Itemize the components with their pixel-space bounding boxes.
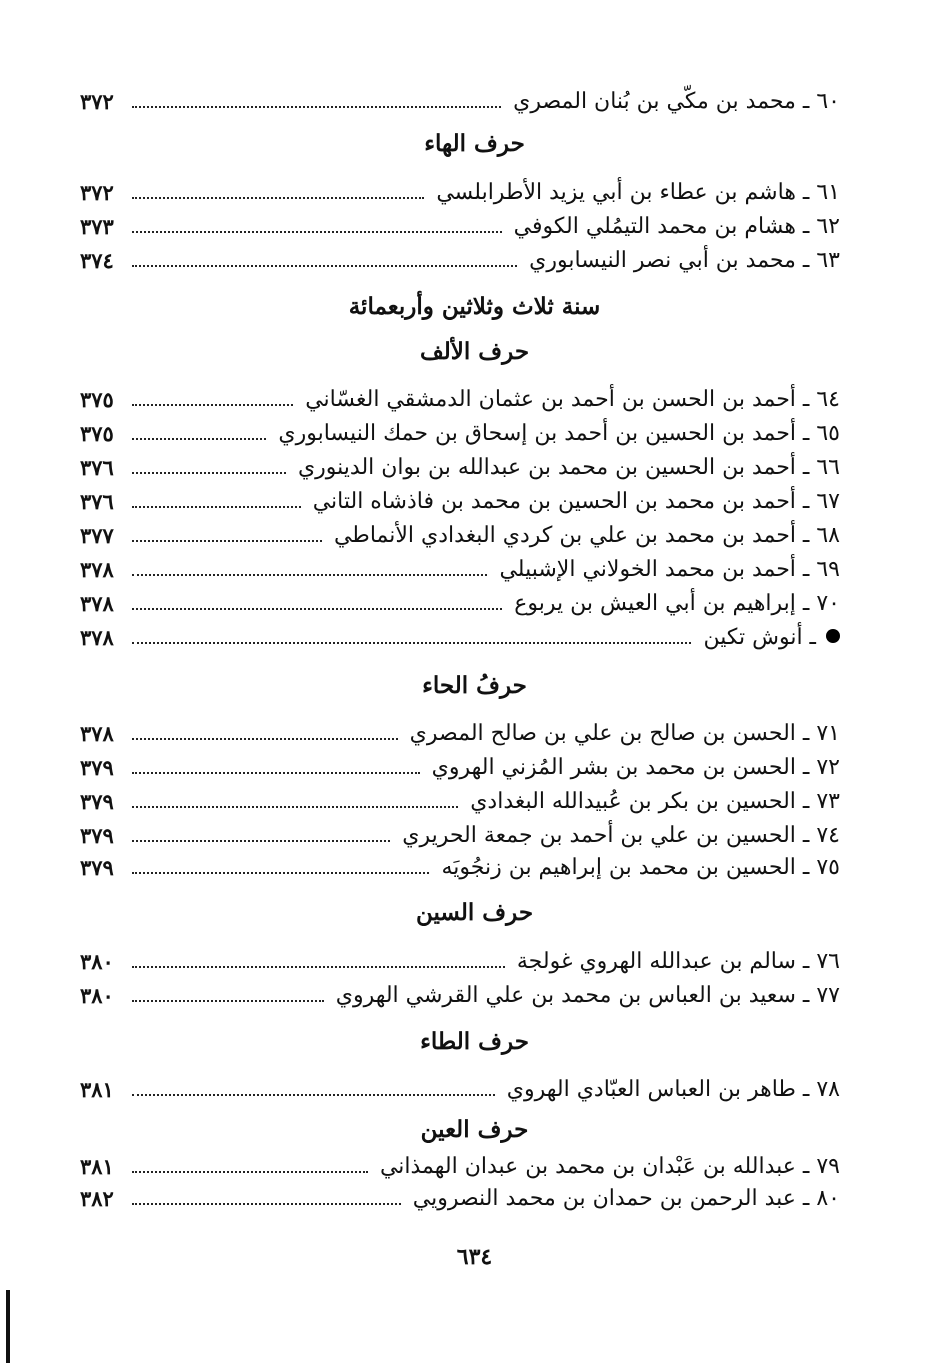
leader-dots [132,438,266,440]
section-heading: حرف الألف [419,338,530,365]
entry-title: ٧٧ ـ سعيد بن العباس بن محمد بن علي القرشي الهروي [335,983,840,1008]
index-entry [80,485,840,519]
leader-dots [132,738,398,740]
entry-page: ٣٧٩ [80,855,114,880]
section-heading: حرف الطاء [420,1028,529,1055]
entry-title: ٦٥ ـ أحمد بن الحسين بن أحمد بن إسحاق بن حمك النيسابوري [278,421,840,446]
section-heading: حرفُ الحاء [422,672,527,699]
bullet-icon [826,629,840,643]
entry-page: ٣٧٦ [80,489,114,514]
index-entry [80,176,840,210]
scan-edge-line [6,1290,10,1363]
index-entry [80,751,840,785]
entry-title: ٧٠ ـ إبراهيم بن أبي العيش بن يربوع [514,591,840,616]
leader-dots [132,642,691,644]
leader-dots [132,840,390,842]
entry-page: ٣٧٢ [80,180,114,205]
entry-title: ٦٠ ـ محمد بن مكّي بن بُنان المصري [513,89,840,114]
index-entry [80,717,840,751]
entry-title: ٧١ ـ الحسن بن صالح بن علي بن صالح المصري [409,721,840,746]
leader-dots [132,608,502,610]
entry-title: ٧٨ ـ طاهر بن العباس العبّادي الهروي [506,1077,840,1102]
index-entry [80,587,840,621]
entry-page: ٣٨١ [80,1154,114,1179]
entry-page: ٣٧٢ [80,89,114,114]
entry-title: ٦٢ ـ هشام بن محمد التيمُلي الكوفي [513,214,840,239]
entry-page: ٣٧٧ [80,523,114,548]
index-entry [80,1150,840,1184]
section-heading: حرف الهاء [424,130,525,157]
entry-page: ٣٧٩ [80,755,114,780]
leader-dots [132,265,517,267]
entry-title: ٦٨ ـ أحمد بن محمد بن علي بن كردي البغدادي الأنماطي [333,523,840,548]
index-entry [80,621,840,655]
leader-dots [132,540,322,542]
leader-dots [132,506,301,508]
leader-dots [132,872,429,874]
page-number: ٦٣٤ [456,1244,493,1270]
index-entry [80,85,840,119]
year-heading: سنة ثلاث وثلاثين وأربعمائة [348,293,601,320]
entry-page: ٣٧٩ [80,823,114,848]
leader-dots [132,806,458,808]
entry-page: ٣٨١ [80,1077,114,1102]
entry-page: ٣٨٠ [80,983,114,1008]
entry-title: ٦١ ـ هاشم بن عطاء بن أبي يزيد الأطرابلسي [436,180,840,205]
index-entry [80,210,840,244]
entry-title: ٦٦ ـ أحمد بن الحسين بن محمد بن عبدالله بن بوان الدينوري [297,455,840,480]
entry-title: ٦٤ ـ أحمد بن الحسن بن أحمد بن عثمان الدمشقي الغسّاني [305,387,840,412]
leader-dots [132,574,487,576]
index-entry [80,383,840,417]
leader-dots [132,231,502,233]
entry-page: ٣٧٤ [80,248,114,273]
leader-dots [132,1203,401,1205]
entry-page: ٣٧٦ [80,455,114,480]
entry-page: ٣٧٨ [80,721,114,746]
entry-page: ٣٧٨ [80,591,114,616]
entry-page: ٣٧٨ [80,557,114,582]
entry-page: ٣٧٣ [80,214,114,239]
index-entry [80,451,840,485]
entry-page: ٣٧٥ [80,421,114,446]
index-entry [80,417,840,451]
index-entry [80,1073,840,1107]
entry-title: ٧٥ ـ الحسين بن محمد بن إبراهيم بن زنجُويَه [441,855,840,880]
entry-title: ـ أنوش تكين [703,625,816,650]
leader-dots [132,472,286,474]
entry-title-with-bullet [695,621,840,655]
entry-title: ٧٤ ـ الحسين بن علي بن أحمد بن جمعة الحريري [402,823,840,848]
leader-dots [132,1094,495,1096]
entry-title: ٧٣ ـ الحسين بن بكر بن عُبيدالله البغدادي [470,789,840,814]
index-entry [80,979,840,1013]
entry-title: ٧٢ ـ الحسن بن محمد بن بشر المُزني الهروي [431,755,840,780]
leader-dots [132,197,424,199]
entry-title: ٦٩ ـ أحمد بن محمد الخولاني الإشبيلي [499,557,840,582]
entry-page: ٣٧٥ [80,387,114,412]
index-entry [80,851,840,885]
entry-title: ٦٣ ـ محمد بن أبي نصر النيسابوري [529,248,840,273]
leader-dots [132,966,505,968]
index-entry [80,819,840,853]
index-entry [80,519,840,553]
entry-page: ٣٧٨ [80,625,114,650]
entry-title: ٧٦ ـ سالم بن عبدالله الهروي غولجة [516,949,840,974]
leader-dots [132,1171,368,1173]
section-heading: حرف العين [420,1116,529,1143]
entry-page: ٣٧٩ [80,789,114,814]
index-entry [80,785,840,819]
entry-title: ٧٩ ـ عبدالله بن عَبْدان بن محمد بن عبدان الهمذاني [379,1154,840,1179]
entry-title: ٦٧ ـ أحمد بن محمد بن الحسين بن محمد بن فاذشاه التاني [312,489,840,514]
index-entry [80,945,840,979]
entry-page: ٣٨٢ [80,1186,114,1211]
index-entry [80,553,840,587]
index-entry [80,244,840,278]
index-entry [80,1182,840,1216]
leader-dots [132,772,420,774]
leader-dots [132,106,501,108]
entry-page: ٣٨٠ [80,949,114,974]
section-heading: حرف السين [415,899,534,926]
entry-title: ٨٠ ـ عبد الرحمن بن حمدان بن محمد النصرويي [412,1186,840,1211]
leader-dots [132,1000,324,1002]
leader-dots [132,404,293,406]
